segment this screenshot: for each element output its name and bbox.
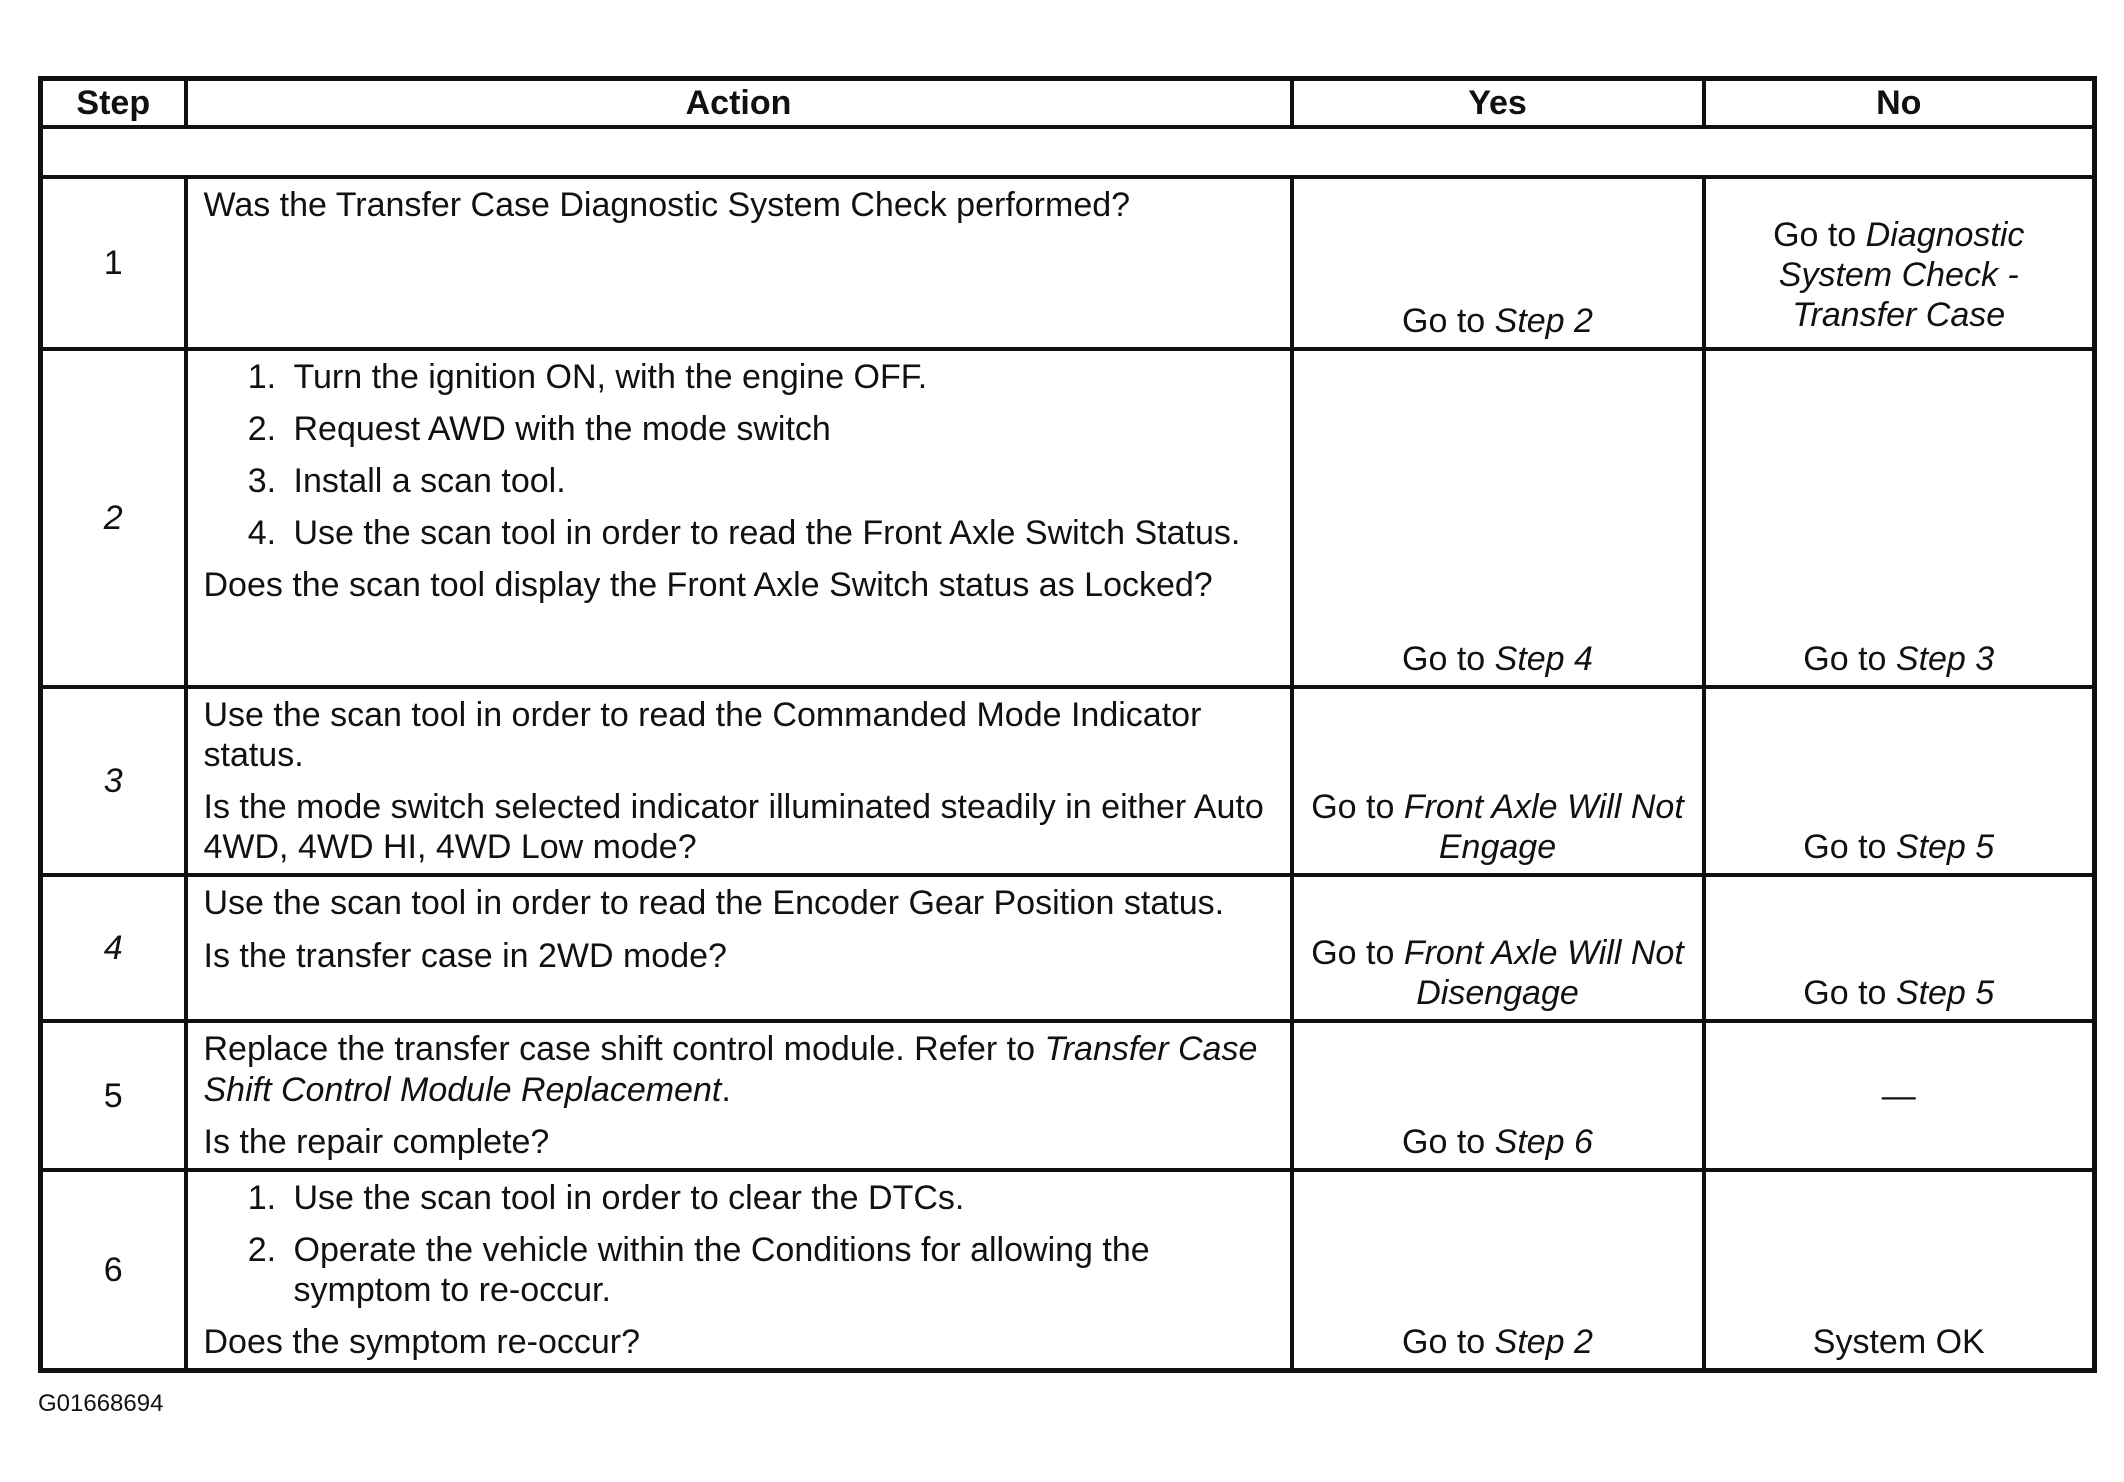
text-run: Does the scan tool display the Front Axle Switch status as Locked?	[203, 566, 1213, 605]
table-row	[41, 177, 2095, 349]
step-number: 3	[41, 687, 186, 875]
no-result	[1704, 1021, 2095, 1169]
text-run: Go to	[1402, 301, 1495, 340]
action-paragraph	[204, 565, 1274, 605]
procedure-item: 1. Turn the ignition ON, with the engine OFF.	[286, 357, 1274, 397]
text-run: Go to	[1311, 934, 1404, 973]
text-run: Is the transfer case in 2WD mode?	[203, 936, 727, 975]
reference-text: Step 2	[1494, 301, 1593, 340]
text-run: Go to	[1402, 1323, 1495, 1362]
action-paragraph	[204, 883, 1274, 923]
table-row	[41, 875, 2095, 1021]
yes-result	[1292, 1021, 1704, 1169]
action-paragraph	[204, 185, 1274, 225]
text-run: Use the scan tool in order to read the Commanded Mode Indicator status.	[203, 696, 1202, 775]
yes-result	[1292, 1170, 1704, 1371]
text-run: Go to	[1773, 215, 1866, 254]
text-run: Does the symptom re-occur?	[203, 1323, 640, 1362]
header-action: Action	[186, 79, 1292, 128]
action-paragraph	[204, 1122, 1274, 1162]
no-result	[1704, 875, 2095, 1021]
spacer-row	[41, 127, 2095, 177]
text-run: Is the mode switch selected indicator illuminated steadily in either Auto 4WD, 4WD HI, 4WD Low mode?	[203, 788, 1264, 867]
text-run: Go to	[1402, 639, 1495, 678]
text-run: Use the scan tool in order to read the Encoder Gear Position status.	[203, 884, 1225, 923]
procedure-list	[204, 1178, 1274, 1310]
action-cell	[186, 1021, 1292, 1169]
text-run: Go to	[1803, 639, 1896, 678]
reference-text: Step 6	[1494, 1122, 1593, 1161]
no-result	[1704, 1170, 2095, 1371]
no-result	[1704, 349, 2095, 687]
step-number: 6	[41, 1170, 186, 1371]
figure-id: G01668694	[38, 1390, 164, 1417]
procedure-item: 2. Operate the vehicle within the Conditions for allowing the symptom to re-occur.	[286, 1230, 1274, 1310]
spacer-cell	[41, 127, 2095, 177]
action-paragraph	[204, 1029, 1274, 1109]
header-row	[41, 79, 2095, 128]
table-row	[41, 1021, 2095, 1169]
table-row	[41, 687, 2095, 875]
text-run: —	[1881, 1076, 1916, 1115]
action-cell	[186, 687, 1292, 875]
reference-text: Front Axle Will Not Engage	[1403, 788, 1684, 867]
procedure-item: 3. Install a scan tool.	[286, 461, 1274, 501]
reference-text: Transfer Case Shift Control Module Replacement	[203, 1030, 1258, 1109]
text-run: Is the repair complete?	[203, 1122, 550, 1161]
action-paragraph	[204, 936, 1274, 976]
step-number: 2	[41, 349, 186, 687]
header-yes: Yes	[1292, 79, 1704, 128]
no-result	[1704, 687, 2095, 875]
reference-text: Front Axle Will Not Disengage	[1403, 934, 1684, 1013]
header-no: No	[1704, 79, 2095, 128]
text-run: Go to	[1402, 1122, 1495, 1161]
text-run: System OK	[1812, 1323, 1985, 1362]
action-cell	[186, 1170, 1292, 1371]
action-paragraph	[204, 695, 1274, 775]
text-run: Was the Transfer Case Diagnostic System Check performed?	[203, 186, 1131, 224]
step-number: 1	[41, 177, 186, 349]
step-number: 4	[41, 875, 186, 1021]
reference-text: Step 2	[1494, 1323, 1593, 1362]
yes-result	[1292, 349, 1704, 687]
reference-text: Step 5	[1895, 828, 1995, 867]
diagnostic-table	[38, 76, 2097, 1373]
reference-text: Diagnostic System Check - Transfer Case	[1778, 215, 2025, 335]
text-run: Go to	[1803, 828, 1896, 867]
yes-result	[1292, 875, 1704, 1021]
action-cell	[186, 177, 1292, 349]
text-run: .	[721, 1070, 731, 1109]
reference-text: Step 3	[1895, 639, 1995, 678]
table-body	[41, 127, 2095, 1371]
action-paragraph	[204, 787, 1274, 867]
procedure-item: 2. Request AWD with the mode switch	[286, 409, 1274, 449]
step-number: 5	[41, 1021, 186, 1169]
yes-result	[1292, 177, 1704, 349]
action-cell	[186, 349, 1292, 687]
yes-result	[1292, 687, 1704, 875]
text-run: Go to	[1803, 974, 1896, 1013]
table-row	[41, 349, 2095, 687]
no-result	[1704, 177, 2095, 349]
header-step: Step	[41, 79, 186, 128]
text-run: Go to	[1311, 788, 1404, 827]
action-cell	[186, 875, 1292, 1021]
procedure-item: 1. Use the scan tool in order to clear the DTCs.	[286, 1178, 1274, 1218]
procedure-list	[204, 357, 1274, 553]
table-row	[41, 1170, 2095, 1371]
reference-text: Step 5	[1895, 974, 1995, 1013]
action-paragraph	[204, 1322, 1274, 1362]
reference-text: Step 4	[1494, 639, 1593, 678]
procedure-item: 4. Use the scan tool in order to read the Front Axle Switch Status.	[286, 513, 1274, 553]
text-run: Replace the transfer case shift control module. Refer to	[203, 1030, 1045, 1069]
